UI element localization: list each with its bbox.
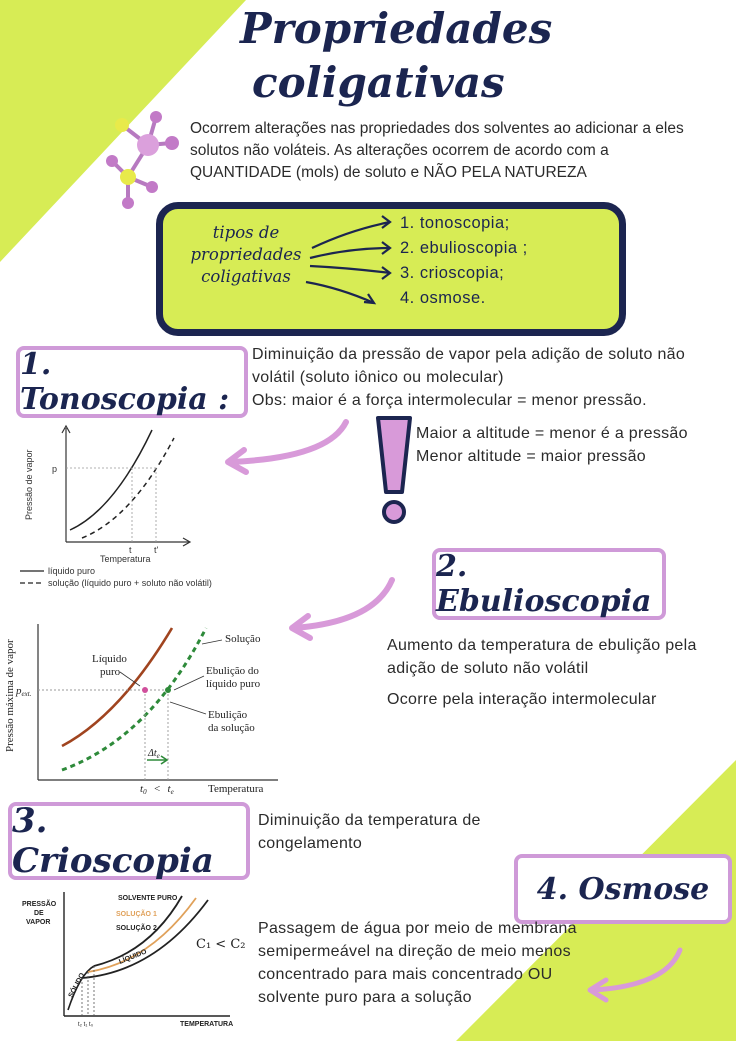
- crio-ylabel-3: VAPOR: [26, 919, 51, 926]
- crioscopia-graph: [20, 886, 250, 1031]
- ebulioscopia-graph: [0, 620, 290, 800]
- tono-ylabel: Pressão de vapor: [24, 449, 34, 520]
- ebul-pext-main: p: [16, 685, 22, 697]
- tonoscopia-graph: [14, 420, 234, 590]
- tonoscopia-arrow: [218, 418, 358, 478]
- ebulioscopia-description: Aumento da temperatura de ebulição pela adição de soluto não volátil: [387, 637, 697, 677]
- ebul-label-solucao: Solução: [225, 633, 261, 645]
- ebul-t0-sub: 0: [143, 788, 147, 796]
- ebul-delta-sub: e: [156, 752, 160, 760]
- tono-legend-2: solução (líquido puro + soluto não volátil): [48, 578, 212, 588]
- ebul-xlabel: Temperatura: [208, 783, 264, 795]
- osmose-heading: 4. Osmose: [514, 854, 732, 924]
- crio-label-liquido: LÍQUIDO: [118, 948, 148, 966]
- ebul-label-liquido-2: puro: [100, 666, 121, 678]
- types-label: [190, 222, 302, 288]
- crio-ylabel-2: DE: [34, 910, 44, 917]
- crio-label-solucao1: SOLUÇÃO 1: [116, 911, 157, 918]
- ebulioscopia-note: Ocorre pela interação intermolecular: [387, 691, 657, 708]
- molecule-icon: [100, 105, 180, 215]
- types-label-line: propriedades: [190, 245, 302, 264]
- ebul-te: t: [167, 783, 171, 795]
- types-item: 3. crioscopia;: [400, 264, 505, 282]
- crioscopia-description: Diminuição da temperatura de congelamento: [258, 812, 481, 852]
- crio-label-solucao2: SOLUÇÃO 2: [116, 925, 157, 932]
- crio-ylabel-1: PRESSÃO: [22, 901, 57, 908]
- ebul-label-ebul-liq-1: Ebulição do: [206, 665, 259, 677]
- types-item: 2. ebulioscopia ;: [400, 239, 528, 257]
- altitude-note-1: Maior a altitude = menor é a pressão: [416, 425, 688, 442]
- ebul-label-liquido-1: Líquido: [92, 653, 127, 665]
- tono-t2-label: t': [154, 545, 159, 555]
- ebul-label-ebul-liq-2: líquido puro: [206, 678, 261, 690]
- ebul-delta-main: Δt: [148, 748, 157, 759]
- crio-label-solido: SÓLIDO: [67, 971, 87, 999]
- intro-text: Ocorrem alterações nas propriedades dos solventes ao adicionar a eles solutos não voláteis. As alterações ocorrem de acordo com a QUANTIDADE (mols) de soluto e NÃO PELA NATUREZA: [190, 120, 684, 181]
- osmose-arrow: [580, 946, 690, 1006]
- title-line-1: Propriedades: [240, 4, 553, 53]
- tonoscopia-heading: 1. Tonoscopia :: [16, 346, 248, 418]
- crio-ticks: t₂ t₁ t₀: [78, 1022, 94, 1028]
- ebul-ylabel: Pressão máxima de vapor: [4, 639, 16, 752]
- ebul-lt: <: [153, 783, 161, 795]
- tono-legend-1: líquido puro: [48, 566, 96, 576]
- ebulioscopia-arrow: [282, 576, 402, 642]
- ebul-pext-sub: ext.: [21, 690, 32, 698]
- ebul-delta: [147, 748, 160, 760]
- tono-p-label: p: [52, 464, 58, 474]
- tonoscopia-obs-text: Obs: maior é a força intermolecular = menor pressão.: [252, 392, 647, 409]
- ebul-t0: t: [140, 783, 144, 795]
- ebul-label-ebul-sol-1: Ebulição: [208, 709, 248, 721]
- ebulioscopia-heading: 2. Ebulioscopia: [432, 548, 666, 620]
- tono-t-label: t: [129, 545, 132, 555]
- ebul-te-sub: e: [170, 788, 174, 796]
- exclamation-icon: [372, 412, 416, 528]
- crio-xlabel: TEMPERATURA: [180, 1021, 234, 1028]
- ebul-pext: [15, 685, 32, 698]
- types-item: 1. tonoscopia;: [400, 214, 510, 232]
- ebul-t-relation: [140, 783, 174, 797]
- crio-label-solvente: SOLVENTE PURO: [118, 895, 178, 902]
- types-item: 4. osmose.: [400, 289, 486, 307]
- tono-xlabel: Temperatura: [100, 554, 151, 564]
- tonoscopia-desc-text: Diminuição da pressão de vapor pela adição de soluto não volátil (soluto iônico ou molecular): [252, 346, 686, 386]
- crio-relation: C₁ < C₂: [196, 937, 246, 952]
- types-label-line: tipos de: [212, 223, 280, 242]
- types-label-line: coligativas: [201, 267, 291, 286]
- types-list: [400, 211, 528, 311]
- ebul-label-ebul-sol-2: da solução: [208, 722, 255, 734]
- tonoscopia-description: [252, 343, 722, 412]
- types-arrows: [300, 210, 400, 315]
- altitude-notes: [416, 422, 706, 468]
- page-title: [240, 2, 553, 110]
- osmose-description: Passagem de água por meio de membrana semipermeável na direção de meio menos concentrado para mais concentrado OU solvente puro para a solução: [258, 920, 577, 1006]
- altitude-note-2: Menor altitude = maior pressão: [416, 448, 646, 465]
- title-line-2: coligativas: [252, 58, 505, 107]
- crioscopia-heading: 3. Crioscopia: [8, 802, 250, 880]
